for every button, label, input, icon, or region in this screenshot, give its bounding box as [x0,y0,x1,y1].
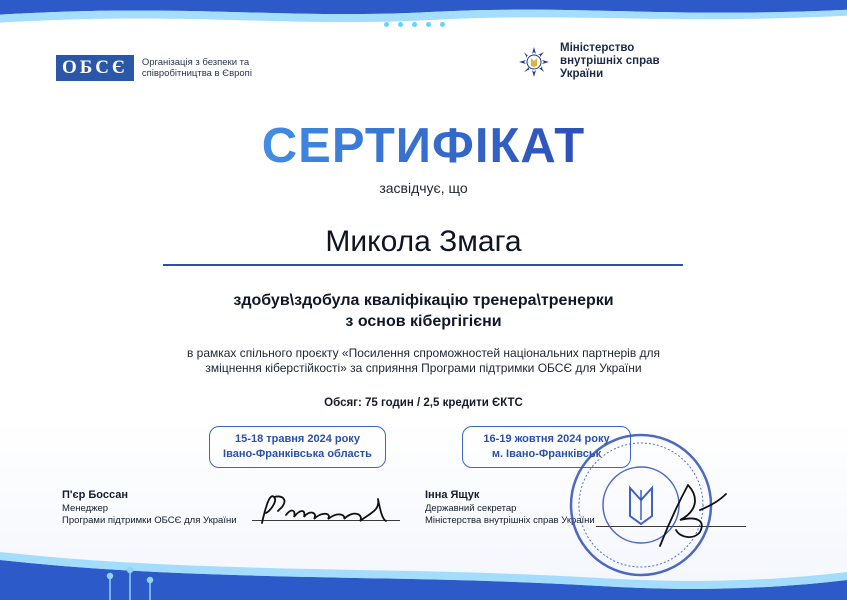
ministry-name: Міністерство внутрішніх справ України [560,42,660,80]
osce-logo [56,55,262,81]
project-line-1: в рамках спільного проєкту «Посилення спроможностей національних партнерів для [186,346,661,360]
recipient-name: Микола Змага [325,225,522,258]
qualification-text [0,290,847,332]
osce-logo-mark: ОБСЄ [56,55,134,81]
decorative-dots [384,22,445,27]
project-description [0,346,847,376]
certificate-title: СЕРТИФІКАТ [0,118,847,174]
session-1-place: Івано-Франківська область [223,448,372,460]
signatory-left-role-1: Менеджер [62,503,109,514]
course-volume: Обсяг: 75 годин / 2,5 кредити ЄКТС [324,397,523,409]
session-2-dates: 16-19 жовтня 2024 року [483,433,610,445]
signatory-right-name: Інна Ящук [425,489,480,501]
session-1-dates: 15-18 травня 2024 року [235,433,360,445]
project-line-2: зміцнення кіберстійкості» за сприяння Програми підтримки ОБСЄ для України [205,361,642,375]
name-underline [163,264,683,266]
certifies-text: засвідчує, що [379,180,468,196]
signatory-left-name: П'єр Боссан [62,489,128,501]
session-2-place: м. Івано-Франківськ [491,448,602,460]
ministry-logo [518,42,680,81]
qualification-line-1: здобув\здобула кваліфікацію тренера\тренерки [233,292,614,309]
qualification-line-2: з основ кібергігієни [345,313,502,330]
osce-name: Організація з безпеки та співробітництва в Європі [141,57,252,79]
ministry-emblem-icon [518,46,550,78]
top-decorative-wave [0,0,847,38]
signatory-right-role-1: Державний секретар [425,503,517,514]
session-box-1 [209,426,386,468]
bottom-decorative-wave [0,520,847,600]
signatory-left-role-2: Програми підтримки ОБСЄ для України [62,515,237,526]
signatory-right-role-2: Міністерства внутрішніх справ України [425,515,595,526]
